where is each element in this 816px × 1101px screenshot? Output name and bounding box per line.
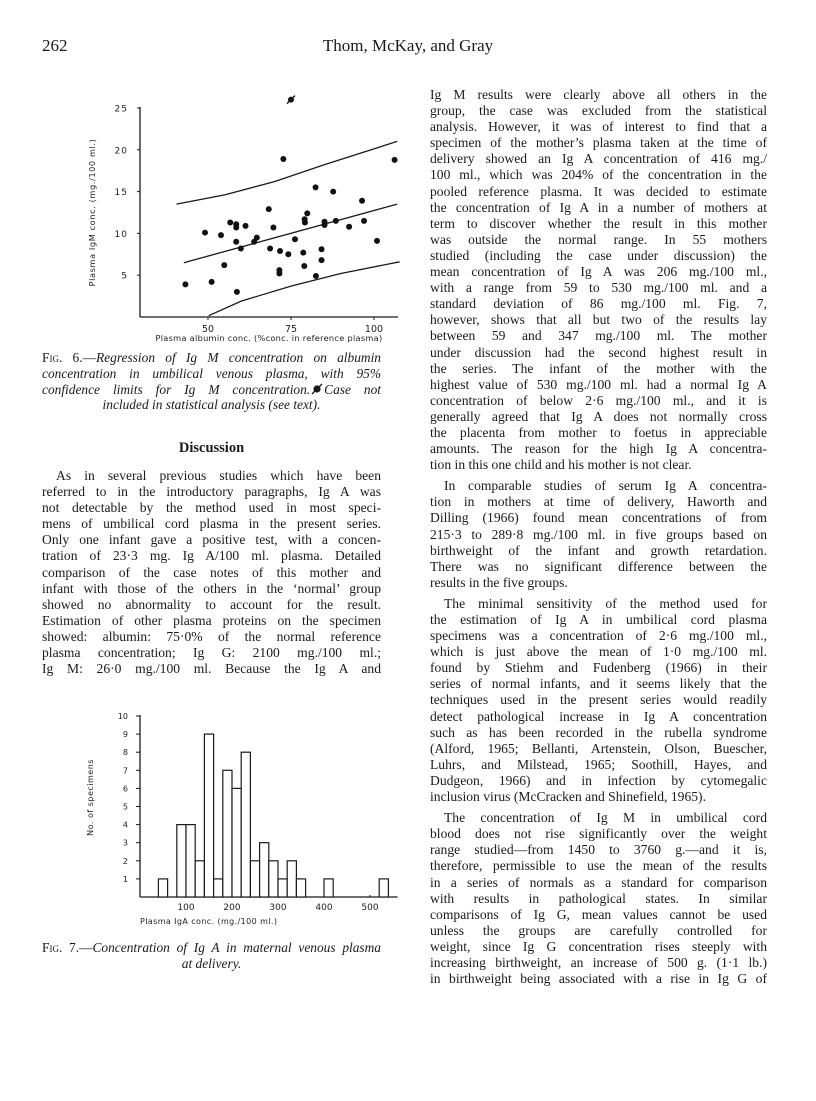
text-line: Ig M: 26·0 mg./100 ml. Because the Ig A and bbox=[42, 661, 381, 677]
fig7-histogram-bar bbox=[241, 752, 250, 897]
fig7-histogram-bar bbox=[278, 879, 287, 897]
text-line: The concentration of Ig M in umbilical cord bbox=[444, 810, 767, 826]
text-line: in birthweight being associated with a rise in Ig G of bbox=[430, 971, 767, 987]
fig6-excluded-point bbox=[287, 96, 295, 104]
text-line: the placenta from mother to foetus in appreciable bbox=[430, 424, 767, 440]
fig7-x-tick-label: 300 bbox=[269, 903, 287, 913]
fig6-data-point bbox=[276, 271, 282, 277]
text-line: amounts. The reason for the high Ig A concentra- bbox=[430, 441, 767, 457]
text-line: such as has been recorded in the rubella syndrome bbox=[430, 724, 767, 740]
fig6-data-point bbox=[234, 289, 240, 295]
fig7-histogram-bar bbox=[195, 861, 204, 897]
fig6-data-point bbox=[304, 210, 310, 216]
paragraph bbox=[430, 478, 767, 591]
paragraph bbox=[430, 596, 767, 805]
text-line: techniques used in the present series would readily bbox=[430, 692, 767, 708]
text-line: The minimal sensitivity of the method used for bbox=[444, 595, 767, 611]
text-line: 215·3 to 289·8 mg./100 ml. in five groups based on bbox=[430, 526, 767, 542]
fig7-histogram-bar bbox=[287, 861, 296, 897]
fig7-y-tick-label: 9 bbox=[122, 730, 128, 740]
fig7-y-tick-label: 2 bbox=[122, 856, 128, 866]
fig6-data-point bbox=[346, 224, 352, 230]
fig6-data-point bbox=[302, 220, 308, 226]
text-line: comparison of the case notes of this mother and bbox=[42, 564, 381, 580]
fig7-y-tick-label: 10 bbox=[117, 712, 128, 721]
fig6-data-point bbox=[374, 238, 380, 244]
fig7-histogram-bar bbox=[379, 879, 388, 897]
fig7-histogram-bar bbox=[324, 879, 333, 897]
fig6-data-point bbox=[322, 222, 328, 228]
fig6-data-point bbox=[392, 157, 398, 163]
text-line: Dudgeon, 1966) and in infection by cytomegalic bbox=[430, 772, 767, 788]
text-line: Ig M results were clearly above all others in the bbox=[430, 87, 767, 102]
text-line: between 59 and 347 mg./100 ml. The mother bbox=[430, 328, 767, 344]
fig7-y-tick-label: 3 bbox=[122, 838, 128, 848]
text-line: increasing birthweight, an increase of 500 g. (1·1 lb.) bbox=[430, 954, 767, 970]
fig6-y-axis-label: Plasma IgM conc. (mg./100 ml.) bbox=[87, 138, 97, 287]
text-line: unless the groups are carefully controlled for bbox=[430, 922, 767, 938]
fig7-histogram-bar bbox=[214, 879, 223, 897]
fig6-upper-confidence-limit bbox=[177, 141, 398, 204]
fig6-y-tick-label: 10 bbox=[114, 229, 128, 240]
fig6-data-point bbox=[209, 279, 215, 285]
text-line: detect pathological increase in Ig A concentration bbox=[430, 708, 767, 724]
fig6-data-point bbox=[333, 218, 339, 224]
text-line: birthweight of the infant and growth retardation. bbox=[430, 542, 767, 558]
fig7-caption-label: Fig. 7.— bbox=[42, 940, 93, 955]
text-line: in a series of normals as a standard for comparison bbox=[430, 874, 767, 890]
text-line: analysis. However, it was of interest to find that a bbox=[430, 119, 767, 135]
text-line: highest value of 530 mg./100 ml. had a normal Ig A bbox=[430, 376, 767, 392]
text-line: range studied—from 1450 to 3760 g.—and it is, bbox=[430, 842, 767, 858]
fig6-data-point bbox=[233, 239, 239, 245]
discussion-heading: Discussion bbox=[178, 440, 245, 456]
fig6-lower-confidence-limit bbox=[209, 262, 400, 316]
fig6-data-point bbox=[319, 246, 325, 252]
fig6-caption-line-3b: Case not bbox=[324, 381, 381, 397]
fig6-data-point bbox=[301, 263, 307, 269]
text-line: plasma concentration; Ig G: 2100 mg./100 ml.; bbox=[42, 645, 381, 661]
fig6-data-point bbox=[277, 248, 283, 254]
text-line: Dilling (1966) found mean concentrations of from bbox=[430, 510, 767, 526]
fig7-histogram-bar bbox=[250, 861, 259, 897]
text-line: tration of 23·3 mg. Ig A/100 ml. plasma. Detailed bbox=[42, 548, 381, 564]
fig6-data-point bbox=[243, 223, 249, 229]
fig6-y-tick-label: 25 bbox=[114, 104, 128, 115]
fig7-x-tick-label: 200 bbox=[223, 903, 241, 913]
fig7-histogram-bar bbox=[186, 825, 195, 897]
fig6-data-point bbox=[330, 189, 336, 195]
paragraph bbox=[430, 810, 767, 987]
text-line: standard deviation of 86 mg./100 ml. Fig. 7, bbox=[430, 296, 767, 312]
page-number: 262 bbox=[42, 36, 68, 55]
fig7-y-tick-label: 5 bbox=[122, 802, 128, 812]
text-line: pooled reference plasma. It was decided to estimate bbox=[430, 183, 767, 199]
left-column-text bbox=[42, 468, 381, 677]
fig7-histogram-bar bbox=[260, 843, 269, 897]
text-line: tion in this one child and his mother is not clear. bbox=[430, 457, 692, 473]
running-head-authors: Thom, McKay, and Gray bbox=[322, 36, 494, 55]
text-line: with a range from 59 to 530 mg./100 ml. and a bbox=[430, 280, 767, 296]
fig6-caption-line-3a: confidence limits for Ig M concentration. bbox=[42, 381, 311, 397]
text-line: generally agreed that Ig A does not normally cross bbox=[430, 408, 767, 424]
fig7-x-tick-label: 100 bbox=[177, 903, 195, 913]
fig6-x-axis-label: Plasma albumin conc. (%conc. in reference plasma) bbox=[155, 333, 383, 343]
paragraph bbox=[42, 468, 381, 677]
fig7-histogram-bar bbox=[177, 825, 186, 897]
fig6-data-point bbox=[218, 232, 224, 238]
fig7-y-tick-label: 1 bbox=[122, 874, 128, 884]
fig6-x-tick-label: 100 bbox=[364, 324, 384, 335]
text-line: however, shows that all but two of the results lay bbox=[430, 312, 767, 328]
figure-7-caption bbox=[42, 940, 381, 972]
fig6-data-point bbox=[266, 206, 272, 212]
fig6-data-point bbox=[300, 250, 306, 256]
text-line: not detectable by the method used in most speci- bbox=[42, 500, 381, 516]
fig6-data-point bbox=[202, 230, 208, 236]
text-line: with results in pathological states. In similar bbox=[430, 890, 767, 906]
fig6-data-point bbox=[182, 281, 188, 287]
fig6-data-point bbox=[285, 251, 291, 257]
text-line: therefore, permissible to use the mean of the results bbox=[430, 858, 767, 874]
text-line: results in the five groups. bbox=[430, 574, 568, 590]
text-line: tion in mothers at time of delivery, Haworth and bbox=[430, 494, 767, 510]
text-line: the concentration of Ig A in a number of mothers at bbox=[430, 199, 767, 215]
figure-6-caption bbox=[42, 350, 381, 413]
text-line: mean concentration of Ig A was 206 mg./100 ml., bbox=[430, 264, 767, 280]
fig6-data-point bbox=[313, 184, 319, 190]
fig6-data-point bbox=[238, 245, 244, 251]
text-line: There was no significant difference between the bbox=[430, 558, 767, 574]
text-line: term to discover whether the result in this mother bbox=[430, 215, 767, 231]
excluded-case-marker-icon bbox=[310, 383, 324, 395]
fig6-caption-line-2: concentration in umbilical venous plasma, with 95% bbox=[42, 365, 381, 381]
text-line: As in several previous studies which have been bbox=[56, 468, 381, 483]
fig6-data-point bbox=[361, 218, 367, 224]
text-line: infant with those of the others in the ‘normal’ group bbox=[42, 580, 381, 596]
text-line: referred to in the introductory paragraphs, Ig A was bbox=[42, 484, 381, 500]
fig7-y-tick-label: 7 bbox=[122, 766, 128, 776]
fig6-data-point bbox=[221, 262, 227, 268]
fig6-data-point bbox=[359, 198, 365, 204]
fig6-data-point bbox=[280, 156, 286, 162]
text-line: under discussion had the second highest result in bbox=[430, 344, 767, 360]
text-line: delivery showed an Ig A concentration of 416 mg./ bbox=[430, 151, 767, 167]
fig7-histogram-bar bbox=[223, 770, 232, 897]
text-line: blood does not rise significantly over the weight bbox=[430, 826, 767, 842]
fig6-y-tick-label: 15 bbox=[114, 188, 128, 199]
text-line: showed: albumin: 75·0% of the normal reference bbox=[42, 628, 381, 644]
text-line: mens of umbilical cord plasma in the present series. bbox=[42, 516, 381, 532]
text-line: Luhrs, and Milstead, 1965; Soothill, Hayes, and bbox=[430, 756, 767, 772]
right-column-text bbox=[430, 87, 767, 987]
fig7-caption-line-1: Concentration of Ig A in maternal venous plasma bbox=[92, 940, 382, 955]
fig7-y-tick-label: 4 bbox=[122, 820, 128, 830]
text-line: specimen of the mother’s plasma taken at the time of bbox=[430, 135, 767, 151]
text-line: was outside the normal range. In 55 mothers bbox=[430, 231, 767, 247]
text-line: weight, since Ig G concentration rises steeply with bbox=[430, 938, 767, 954]
fig7-x-tick-label: 500 bbox=[361, 903, 379, 913]
fig6-data-point bbox=[227, 220, 233, 226]
fig7-caption-line-2: at delivery. bbox=[181, 955, 242, 971]
paragraph bbox=[430, 87, 767, 473]
fig6-data-point bbox=[313, 273, 319, 279]
fig7-y-axis-label: No. of specimens bbox=[86, 759, 95, 836]
fig6-data-point bbox=[270, 225, 276, 231]
text-line: the estimation of Ig A in umbilical cord plasma bbox=[430, 612, 767, 627]
text-line: group, the case was excluded from the statistical bbox=[430, 103, 767, 119]
fig6-caption-line-1: Regression of Ig M concentration on albumin bbox=[96, 350, 381, 365]
fig7-histogram-bar bbox=[232, 788, 241, 897]
fig6-axes bbox=[87, 105, 398, 344]
fig6-data-point bbox=[267, 245, 273, 251]
text-line: specimens was a concentration of 2·6 mg./100 ml., bbox=[430, 628, 767, 644]
fig7-histogram-bar bbox=[269, 861, 278, 897]
fig7-x-tick-label: 400 bbox=[315, 903, 333, 913]
text-line: the series. The infant of the mother with the bbox=[430, 360, 767, 376]
fig6-x-tick-label: 50 bbox=[201, 324, 215, 335]
fig6-data-point bbox=[319, 257, 325, 263]
text-line: In comparable studies of serum Ig A concentra- bbox=[444, 478, 767, 494]
text-line: studied (including the case under discussion) the bbox=[430, 247, 767, 263]
text-line: 100 ml., which was 204% of the concentration in the bbox=[430, 167, 767, 183]
text-line: series of normal infants, and it seems likely that the bbox=[430, 676, 767, 692]
fig7-y-tick-label: 8 bbox=[122, 748, 128, 758]
fig6-data-point bbox=[233, 225, 239, 231]
fig7-histogram-bar bbox=[204, 734, 213, 897]
fig6-y-tick-label: 20 bbox=[114, 146, 128, 157]
text-line: found by Stiehm and Fudenberg (1966) in their bbox=[430, 660, 767, 676]
text-line: Estimation of other plasma proteins on the specimen bbox=[42, 612, 381, 628]
text-line: concentration of below 2·6 mg./100 ml., and it is bbox=[430, 392, 767, 408]
fig7-y-tick-label: 6 bbox=[122, 784, 128, 794]
fig6-x-tick-label: 75 bbox=[284, 324, 298, 335]
fig6-y-tick-label: 5 bbox=[121, 271, 128, 282]
text-line: showed no abnormality to account for the result. bbox=[42, 596, 381, 612]
fig6-data-points bbox=[182, 96, 397, 295]
fig7-histogram-bar bbox=[158, 879, 167, 897]
fig7-x-axis-label: Plasma IgA conc. (mg./100 ml.) bbox=[140, 917, 278, 926]
text-line: inclusion virus (McCracken and Shinefield, 1965). bbox=[430, 789, 706, 805]
text-line: Only one infant gave a positive test, with a concen- bbox=[42, 532, 381, 548]
figure-6-scatter-plot bbox=[0, 0, 420, 350]
text-line: comparisons of Ig G, mean values cannot be used bbox=[430, 906, 767, 922]
text-line: (Alford, 1965; Bellanti, Artenstein, Olson, Buescher, bbox=[430, 740, 767, 756]
figure-7-histogram bbox=[0, 680, 420, 940]
text-line: which is just above the mean of 1·0 mg./100 ml. bbox=[430, 644, 767, 660]
fig6-regression-lines bbox=[177, 141, 400, 315]
fig6-data-point bbox=[254, 235, 260, 241]
fig6-caption-line-4: included in statistical analysis (see text). bbox=[102, 397, 321, 413]
fig7-bars bbox=[158, 734, 388, 897]
fig6-caption-label: Fig. 6.— bbox=[42, 350, 96, 365]
fig6-data-point bbox=[292, 236, 298, 242]
fig7-histogram-bar bbox=[296, 879, 305, 897]
